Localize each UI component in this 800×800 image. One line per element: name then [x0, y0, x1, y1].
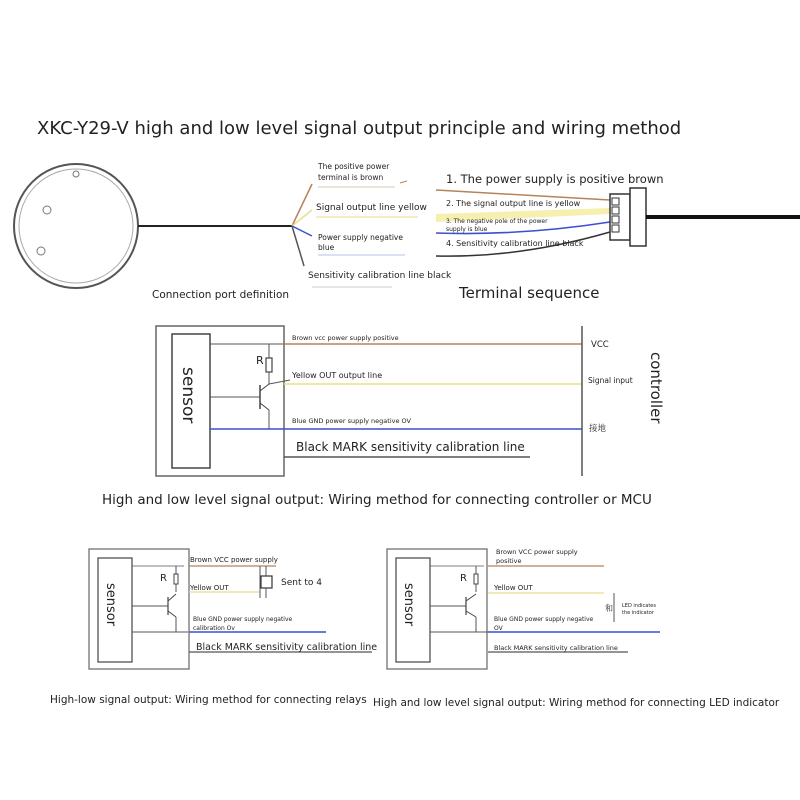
relay-yellow-label: Yellow OUT [190, 584, 229, 592]
controller-vcc: VCC [591, 340, 609, 350]
relay-caption: High-low signal output: Wiring method for connecting relays [50, 694, 367, 706]
yellow-lead-label: Signal output line yellow [316, 203, 427, 213]
led-note-2: the indicator [622, 610, 654, 616]
led-resistor-label: R [460, 573, 467, 584]
controller-ground: 接地 [589, 424, 607, 434]
controller-sensor-label: sensor [178, 367, 198, 424]
relay-blue-label-1: Blue GND power supply negative [193, 616, 293, 623]
controller-caption: High and low level signal output: Wiring method for connecting controller or MCU [102, 492, 652, 508]
terminal-item-4: 4. Sensitivity calibration line black [446, 239, 584, 248]
blue-lead-label-2: blue [318, 243, 335, 252]
terminal-item-3a: 3. The negative pole of the power [446, 218, 548, 225]
controller-resistor [266, 358, 272, 372]
controller-brown-label: Brown vcc power supply positive [292, 334, 399, 342]
relay-black-label: Black MARK sensitivity calibration line [196, 642, 378, 653]
relay-resistor [174, 574, 178, 584]
led-yellow-label: Yellow OUT [494, 584, 533, 592]
black-lead-label: Sensitivity calibration line black [308, 271, 452, 281]
brown-lead-label-2: terminal is brown [318, 173, 384, 182]
relay-sensor-label: sensor [103, 583, 118, 627]
black-lead [292, 226, 304, 266]
terminal-item-3b: supply is blue [446, 226, 488, 233]
led-black-label: Black MARK sensitivity calibration line [494, 644, 618, 652]
page-title: XKC-Y29-V high and low level signal output principle and wiring method [37, 118, 682, 139]
sensor-disc [14, 164, 138, 288]
led-brown-label-1: Brown VCC power supply [496, 548, 578, 556]
terminal-caption: Terminal sequence [459, 284, 600, 302]
relay-brown-label: Brown VCC power supply [190, 556, 278, 564]
led-brown-label-2: positive [496, 557, 522, 565]
led-sensor-label: sensor [401, 583, 416, 627]
led-blue-label-1: Blue GND power supply negative [494, 616, 594, 623]
terminal-item-2: 2. The signal output line is yellow [446, 199, 581, 208]
relay-blue-label-2: calibration Ov [193, 625, 235, 632]
led-caption: High and low level signal output: Wiring method for connecting LED indicator [373, 697, 780, 709]
led-note-1: LED indicates [622, 603, 656, 609]
controller-label: controller [647, 352, 665, 424]
relay-coil [261, 576, 272, 588]
led-symbol: 和 [605, 604, 613, 613]
brown-lead [292, 184, 312, 226]
led-resistor [474, 574, 478, 584]
controller-sensor-frame [156, 326, 284, 476]
terminal-item-1: 1. The power supply is positive brown [446, 172, 664, 186]
controller-yellow-label: Yellow OUT output line [292, 371, 383, 380]
led-blue-label-2: OV [494, 625, 503, 632]
blue-lead-label-1: Power supply negative [318, 233, 403, 242]
controller-signal-input: Signal input [588, 376, 633, 385]
controller-blue-label: Blue GND power supply negative OV [292, 417, 411, 425]
relay-sent-to: Sent to 4 [281, 578, 322, 588]
terminal-connector [610, 188, 646, 246]
port-caption: Connection port definition [152, 289, 290, 301]
relay-resistor-label: R [160, 573, 167, 584]
controller-resistor-label: R [256, 354, 264, 367]
controller-black-label: Black MARK sensitivity calibration line [296, 440, 525, 454]
brown-lead-label-1: The positive power [318, 162, 390, 171]
